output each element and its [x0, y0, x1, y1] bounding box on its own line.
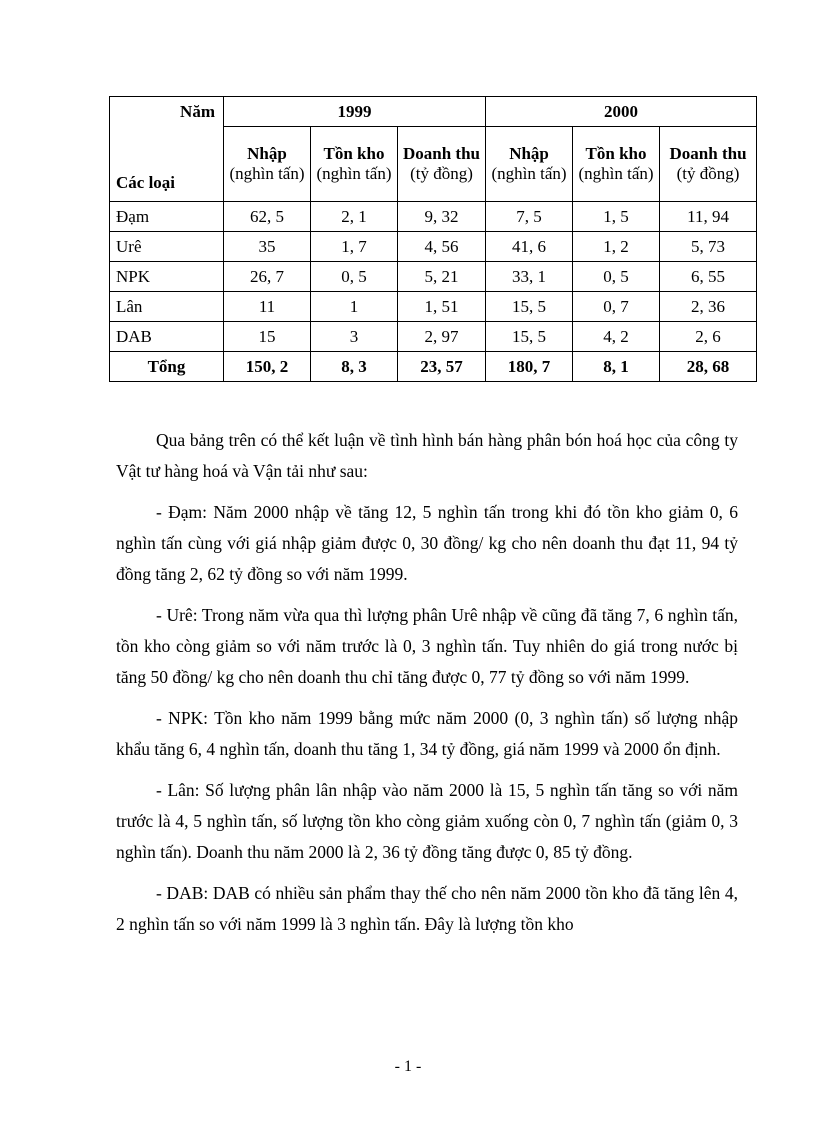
page-number: - 1 - [394, 1058, 422, 1075]
table-cell: 1, 51 [398, 292, 486, 322]
table-header-years [110, 97, 757, 127]
table-cell: 11, 94 [660, 202, 757, 232]
year-label: Năm [180, 102, 215, 121]
column-header: Doanh thu (tỷ đồng) [660, 127, 757, 202]
table-cell: 1, 7 [311, 232, 398, 262]
total-cell: 150, 2 [224, 352, 311, 382]
row-label: Lân [110, 292, 224, 322]
table-row [110, 292, 757, 322]
table-row [110, 232, 757, 262]
table-cell: 5, 21 [398, 262, 486, 292]
table-row [110, 262, 757, 292]
column-header: Doanh thu (tỷ đồng) [398, 127, 486, 202]
table-cell: 2, 6 [660, 322, 757, 352]
table-cell: 9, 32 [398, 202, 486, 232]
table-cell: 6, 55 [660, 262, 757, 292]
table-cell: 1, 2 [573, 232, 660, 262]
paragraph-ure: - Urê: Trong năm vừa qua thì lượng phân Urê nhập về cũng đã tăng 7, 6 nghìn tấn, tồn kho còng giảm so với năm trước là 0, 3 nghìn tấn. Tuy nhiên do giá trong nước bị tăng 50 đồng/ kg cho nên doanh thu chỉ tăng được 0, 77 tỷ đồng so với năm 1999. [116, 605, 738, 687]
total-cell: 28, 68 [660, 352, 757, 382]
table-cell: 15 [224, 322, 311, 352]
column-header: Nhập (nghìn tấn) [486, 127, 573, 202]
table-cell: 15, 5 [486, 292, 573, 322]
column-header: Tồn kho (nghìn tấn) [311, 127, 398, 202]
table-row [110, 202, 757, 232]
table-cell: 35 [224, 232, 311, 262]
table-corner-cell [110, 97, 224, 202]
table-cell: 2, 97 [398, 322, 486, 352]
table-cell: 2, 36 [660, 292, 757, 322]
year-header-2000: 2000 [486, 97, 757, 127]
table-cell: 7, 5 [486, 202, 573, 232]
table-cell: 15, 5 [486, 322, 573, 352]
table-cell: 0, 5 [573, 262, 660, 292]
total-label: Tổng [110, 352, 224, 382]
table-cell: 5, 73 [660, 232, 757, 262]
row-label: Đạm [110, 202, 224, 232]
table-cell: 1, 5 [573, 202, 660, 232]
table-cell: 3 [311, 322, 398, 352]
table-total-row [110, 352, 757, 382]
total-cell: 8, 3 [311, 352, 398, 382]
fertilizer-sales-table [109, 96, 757, 382]
column-header: Tồn kho (nghìn tấn) [573, 127, 660, 202]
year-header-1999: 1999 [224, 97, 486, 127]
type-label: Các loại [116, 173, 176, 192]
paragraph-dab: - DAB: DAB có nhiều sản phẩm thay thế cho nên năm 2000 tồn kho đã tăng lên 4, 2 nghìn tấn so với năm 1999 là 3 nghìn tấn. Đây là lượng tồn kho [116, 883, 738, 934]
paragraph-intro: Qua bảng trên có thể kết luận về tình hình bán hàng phân bón hoá học của công ty Vật tư hàng hoá và Vận tải như sau: [116, 430, 738, 481]
paragraph-dam: - Đạm: Năm 2000 nhập về tăng 12, 5 nghìn tấn trong khi đó tồn kho giảm 0, 6 nghìn tấn cùng với giá nhập giảm được 0, 30 đồng/ kg cho nên doanh thu đạt 11, 94 tỷ đồng tăng 2, 62 tỷ đồng so với năm 1999. [116, 502, 738, 584]
table-cell: 1 [311, 292, 398, 322]
table-cell: 2, 1 [311, 202, 398, 232]
table-cell: 11 [224, 292, 311, 322]
total-cell: 180, 7 [486, 352, 573, 382]
row-label: DAB [110, 322, 224, 352]
table-cell: 62, 5 [224, 202, 311, 232]
body-text [116, 425, 738, 950]
total-cell: 8, 1 [573, 352, 660, 382]
row-label: NPK [110, 262, 224, 292]
table-cell: 26, 7 [224, 262, 311, 292]
paragraph-lan: - Lân: Số lượng phân lân nhập vào năm 2000 là 15, 5 nghìn tấn tăng so với năm trước là 4, 5 nghìn tấn, số lượng tồn kho còng giảm xuống còn 0, 7 nghìn tấn (giảm 0, 3 nghìn tấn). Doanh thu năm 2000 là 2, 36 tỷ đồng tăng được 0, 85 tỷ đồng. [116, 780, 738, 862]
row-label: Urê [110, 232, 224, 262]
table-cell: 0, 5 [311, 262, 398, 292]
table-cell: 4, 2 [573, 322, 660, 352]
column-header: Nhập (nghìn tấn) [224, 127, 311, 202]
table-cell: 33, 1 [486, 262, 573, 292]
table-cell: 4, 56 [398, 232, 486, 262]
table-cell: 0, 7 [573, 292, 660, 322]
table-row [110, 322, 757, 352]
table-cell: 41, 6 [486, 232, 573, 262]
total-cell: 23, 57 [398, 352, 486, 382]
paragraph-npk: - NPK: Tồn kho năm 1999 bằng mức năm 2000 (0, 3 nghìn tấn) số lượng nhập khẩu tăng 6, 4 nghìn tấn, doanh thu tăng 1, 34 tỷ đồng, giá năm 1999 và 2000 ổn định. [116, 708, 738, 759]
